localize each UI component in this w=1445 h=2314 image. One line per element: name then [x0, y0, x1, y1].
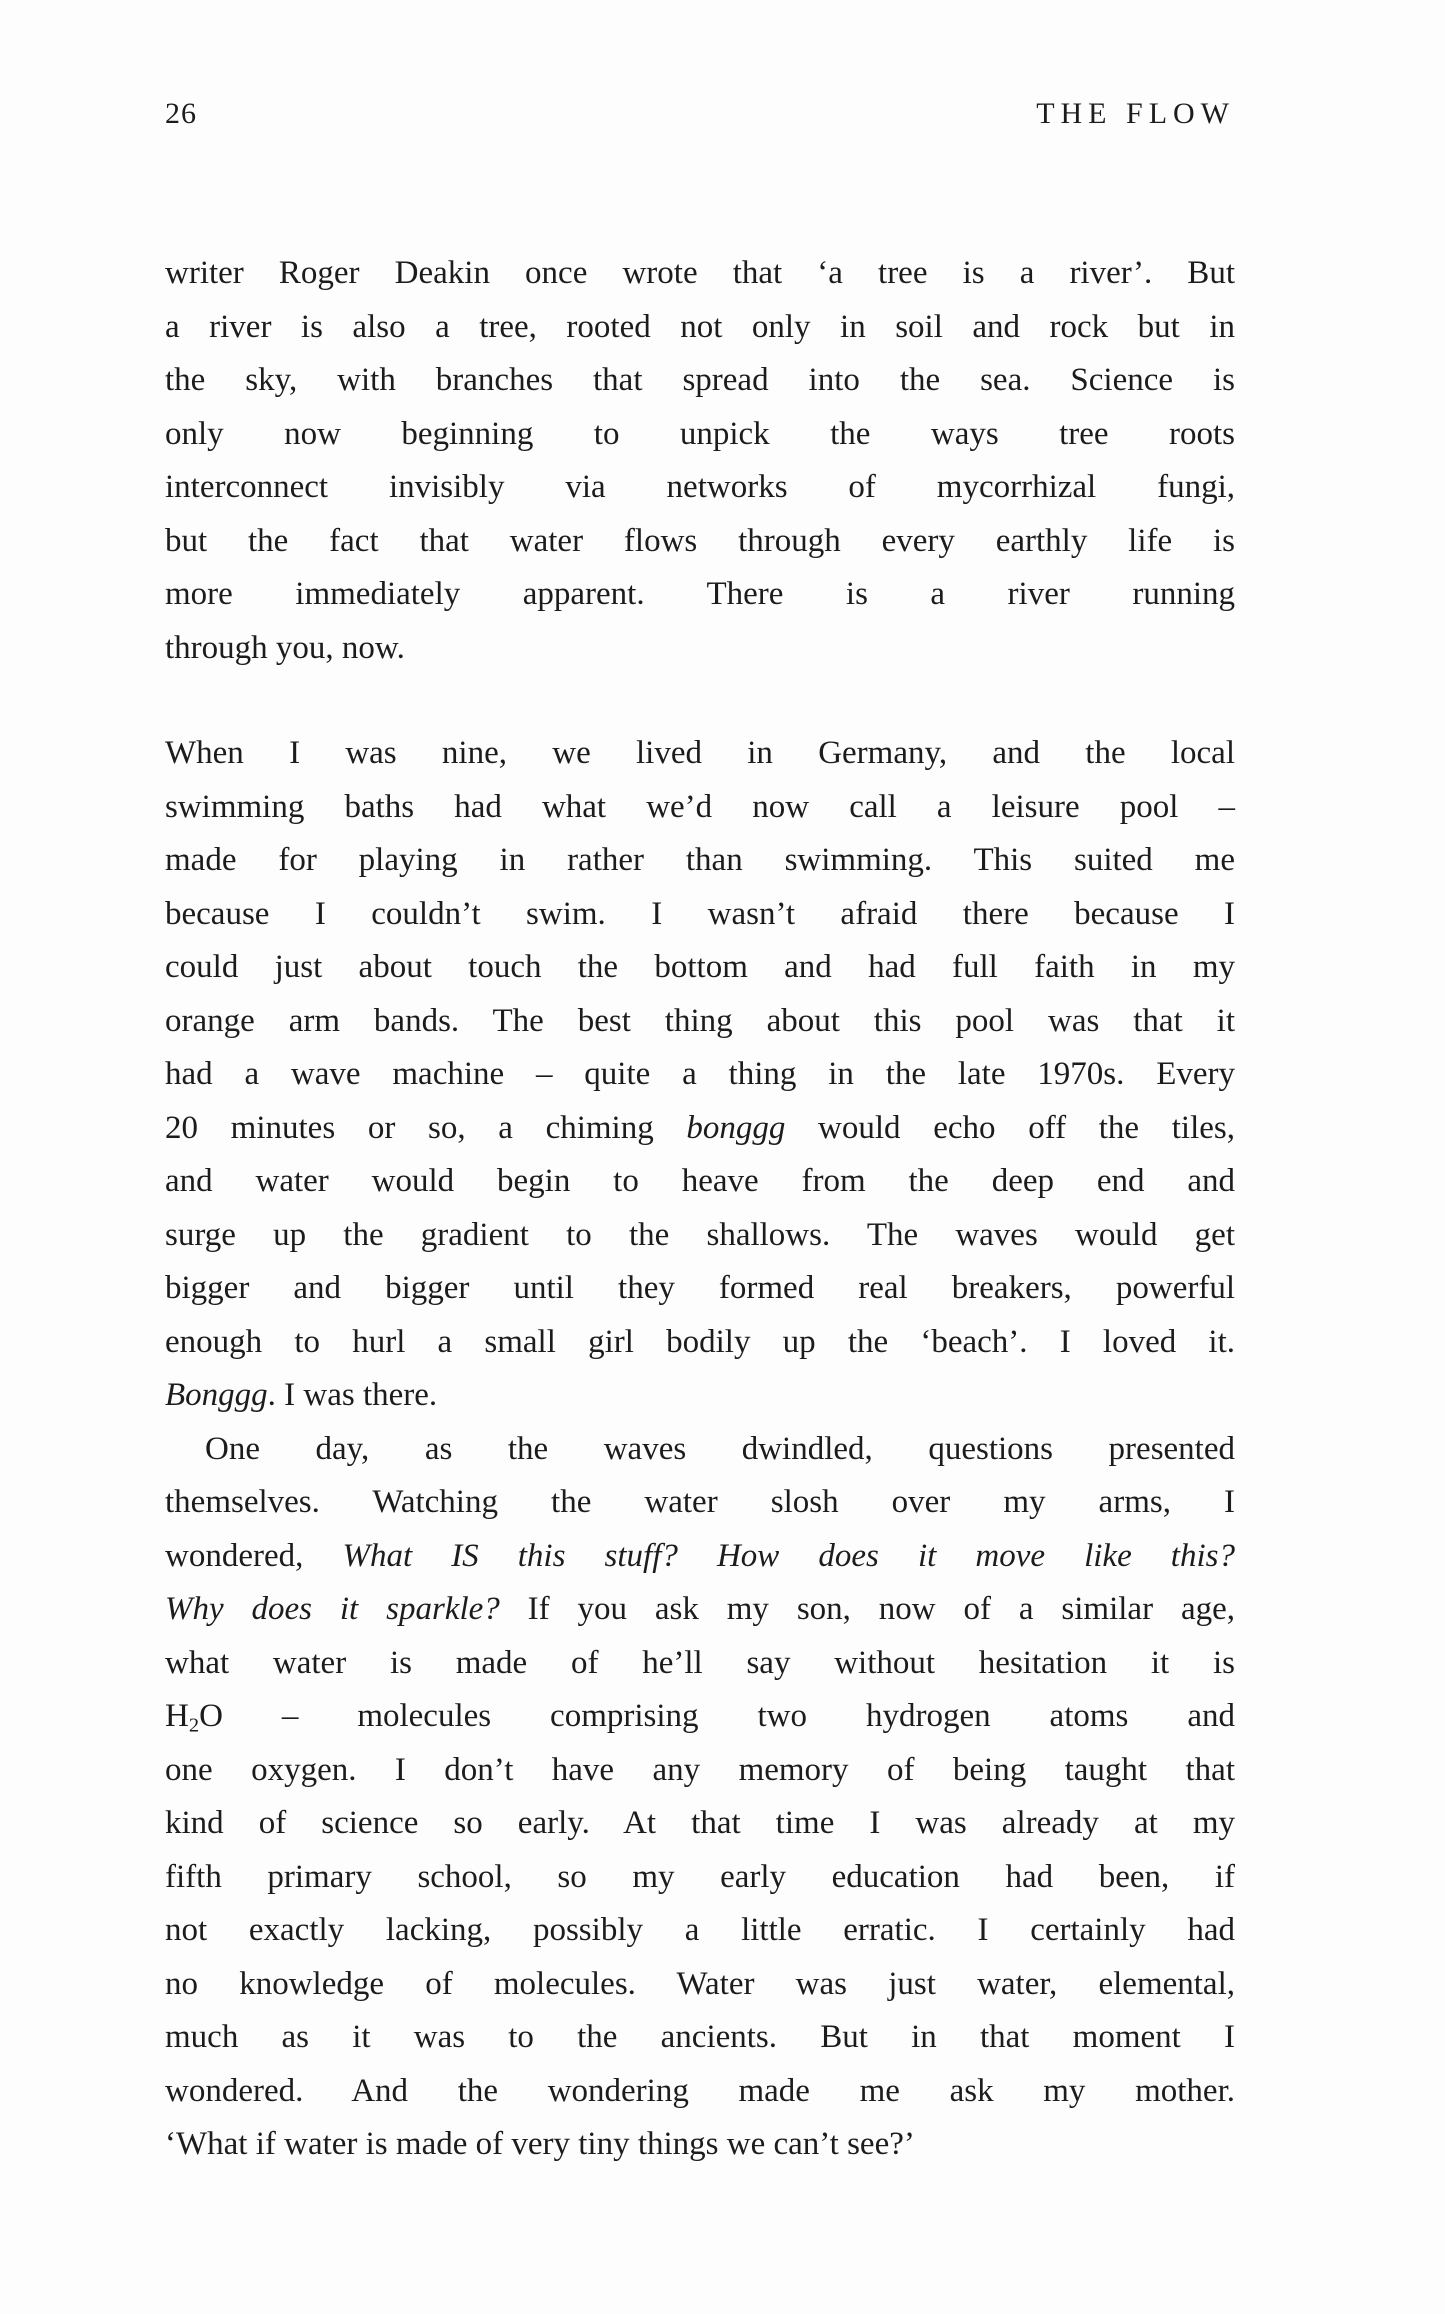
text-line: [165, 1423, 1235, 1477]
text-segment: bigger and bigger until they formed real breakers, powerful: [165, 1270, 1235, 1306]
text-segment: . I was there.: [267, 1377, 438, 1413]
text-line: [165, 2065, 1235, 2119]
paragraph: [165, 727, 1235, 1423]
text-line: [165, 834, 1235, 888]
text-line: [165, 888, 1235, 942]
italic-text: Bonggg: [165, 1377, 268, 1413]
text-line: [165, 727, 1235, 781]
text-line: [165, 568, 1235, 622]
text-line: [165, 461, 1235, 515]
text-line: [165, 1690, 1235, 1744]
running-head: [165, 0, 1235, 131]
text-line: [165, 247, 1235, 301]
italic-text: bonggg: [686, 1109, 786, 1146]
italic-text: What IS this stuff? How does it move like this?: [342, 1537, 1235, 1574]
text-segment: If you ask my son, now of a similar age,: [499, 1591, 1235, 1627]
text-segment: surge up the gradient to the shallows. The waves would get: [165, 1216, 1235, 1253]
text-segment: the sky, with branches that spread into the sea. Science is: [165, 362, 1235, 398]
text-line: [165, 941, 1235, 995]
body-text: [165, 247, 1235, 2172]
text-segment: only now beginning to unpick the ways tree roots: [165, 415, 1235, 452]
text-line: [165, 1155, 1235, 1209]
text-segment: much as it was to the ancients. But in that moment I: [165, 2019, 1235, 2055]
text-segment: writer Roger Deakin once wrote that ‘a tree is a river’. But: [165, 255, 1235, 291]
text-segment: swimming baths had what we’d now call a leisure pool –: [165, 788, 1235, 825]
text-line: [165, 2011, 1235, 2065]
text-segment: H: [165, 1698, 189, 1734]
text-segment: enough to hurl a small girl bodily up the ‘beach’. I loved it.: [165, 1323, 1235, 1360]
text-segment: kind of science so early. At that time I was already at my: [165, 1805, 1235, 1841]
text-segment: not exactly lacking, possibly a little erratic. I certainly had: [165, 1912, 1235, 1948]
text-line: [165, 1958, 1235, 2012]
text-segment: through you, now.: [165, 629, 405, 666]
text-line: [165, 354, 1235, 408]
text-segment: themselves. Watching the water slosh over my arms, I: [165, 1484, 1235, 1520]
subscript-text: 2: [188, 1714, 200, 1737]
text-line: [165, 1209, 1235, 1263]
text-segment: what water is made of he’ll say without hesitation it is: [165, 1644, 1235, 1681]
text-segment: made for playing in rather than swimming. This suited me: [165, 842, 1235, 878]
text-segment: one oxygen. I don’t have any memory of being taught that: [165, 1751, 1235, 1788]
text-segment: O – molecules comprising two hydrogen atoms and: [199, 1698, 1235, 1734]
text-segment: and water would begin to heave from the deep end and: [165, 1163, 1235, 1199]
text-line: [165, 1904, 1235, 1958]
text-line: [165, 1102, 1235, 1156]
text-line: [165, 515, 1235, 569]
text-line: [165, 1744, 1235, 1798]
text-column: [165, 0, 1235, 2172]
text-segment: more immediately apparent. There is a river running: [165, 576, 1235, 612]
page-number: 26: [165, 97, 197, 130]
text-segment: a river is also a tree, rooted not only in soil and rock but in: [165, 308, 1235, 345]
text-segment: ‘What if water is made of very tiny things we can’t see?’: [165, 2126, 915, 2162]
text-line: [165, 1851, 1235, 1905]
text-segment: When I was nine, we lived in Germany, and the local: [165, 735, 1235, 771]
text-segment: but the fact that water flows through every earthly life is: [165, 522, 1235, 559]
paragraph: [165, 1423, 1235, 2172]
italic-text: Why does it sparkle?: [165, 1591, 500, 1627]
text-line: [165, 1637, 1235, 1691]
text-segment: wondered. And the wondering made me ask my mother.: [165, 2072, 1235, 2109]
text-line: [165, 1476, 1235, 1530]
text-segment: orange arm bands. The best thing about this pool was that it: [165, 1002, 1235, 1039]
text-segment: no knowledge of molecules. Water was just water, elemental,: [165, 1965, 1235, 2002]
text-line: [165, 1048, 1235, 1102]
paragraph: [165, 247, 1235, 675]
text-segment: could just about touch the bottom and had full faith in my: [165, 949, 1235, 985]
text-line: [165, 301, 1235, 355]
text-line: [165, 781, 1235, 835]
text-line: [165, 1262, 1235, 1316]
text-line: [165, 995, 1235, 1049]
text-line: [165, 622, 1235, 676]
text-segment: One day, as the waves dwindled, questions presented: [205, 1430, 1235, 1467]
running-header-title: THE FLOW: [1036, 97, 1235, 130]
text-segment: 20 minutes or so, a chiming: [165, 1109, 687, 1146]
text-segment: wondered,: [165, 1537, 343, 1574]
text-line: [165, 1797, 1235, 1851]
text-segment: interconnect invisibly via networks of mycorrhizal fungi,: [165, 469, 1235, 505]
text-line: [165, 408, 1235, 462]
text-segment: would echo off the tiles,: [785, 1109, 1235, 1146]
text-line: [165, 1583, 1235, 1637]
text-line: [165, 1369, 1235, 1423]
text-segment: fifth primary school, so my early education had been, if: [165, 1858, 1235, 1895]
text-line: [165, 1530, 1235, 1584]
text-line: [165, 1316, 1235, 1370]
text-line: [165, 2118, 1235, 2172]
text-segment: because I couldn’t swim. I wasn’t afraid there because I: [165, 895, 1235, 932]
text-segment: had a wave machine – quite a thing in the late 1970s. Every: [165, 1056, 1235, 1092]
